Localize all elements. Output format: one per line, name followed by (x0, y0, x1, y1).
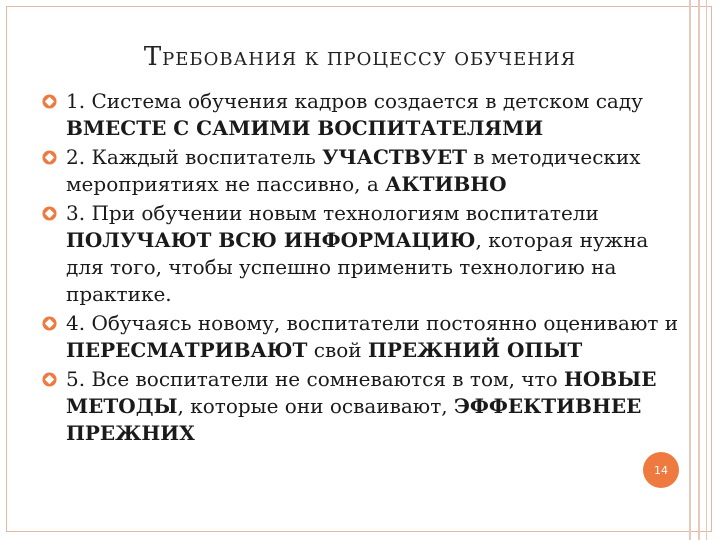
bullet-text: в методических мероприятиях не пассивно, а (66, 145, 641, 196)
bullet-emphasis: ПОЛУЧАЮТ ВСЮ ИНФОРМАЦИЮ (66, 228, 476, 252)
diamond-bullet-icon (42, 150, 57, 165)
diamond-bullet-icon (42, 94, 57, 109)
list-item (42, 366, 690, 447)
bullet-emphasis: ПРЕЖНИЙ ОПЫТ (367, 338, 583, 362)
bullet-text: , которая нужна для того, чтобы успешно применить технологию на практике. (66, 228, 649, 306)
slide-title (0, 42, 720, 72)
list-item (42, 88, 690, 142)
page-number: 14 (654, 463, 668, 477)
bullet-text: 3. При обучении новым технологиям воспитатели (66, 201, 599, 225)
bullet-text: 2. Каждый воспитатель (66, 145, 316, 169)
diamond-bullet-icon (42, 372, 57, 387)
diamond-bullet-icon (42, 316, 57, 331)
bullet-emphasis: АКТИВНО (385, 172, 507, 196)
title-word-2: К (304, 49, 320, 70)
title-word-3: ПРОЦЕССУ (326, 49, 447, 70)
bullet-text: , которые они осваивают, (177, 394, 448, 418)
list-item (42, 144, 690, 198)
list-item (42, 310, 690, 364)
decorative-rule (706, 0, 707, 540)
list-item (42, 200, 690, 308)
title-word-4: ОБУЧЕНИЯ (454, 49, 577, 70)
bullet-emphasis: ПЕРЕСМАТРИВАЮТ (66, 338, 308, 362)
bullet-text: 5. Все воспитатели не сомневаются в том, что (66, 367, 558, 391)
bullet-emphasis: УЧАСТВУЕТ (322, 145, 468, 169)
bullet-text: свой (313, 338, 362, 362)
bullet-text: 1. Система обучения кадров создается в детском саду (66, 89, 643, 113)
title-word-1: РЕБОВАНИЯ (162, 49, 298, 70)
title-initial: Т (143, 42, 163, 72)
requirements-list (42, 88, 690, 449)
diamond-bullet-icon (42, 206, 57, 221)
bullet-emphasis: НОВЫЕ МЕТОДЫ (66, 367, 657, 418)
bullet-text: 4. Обучаясь новому, воспитатели постоянно оценивают и (66, 311, 679, 335)
decorative-rule (698, 0, 700, 540)
bullet-emphasis: ВМЕСТЕ С САМИМИ ВОСПИТАТЕЛЯМИ (66, 116, 544, 140)
page-number-badge (643, 452, 679, 488)
bullet-emphasis: ЭФФЕКТИВНЕЕ ПРЕЖНИХ (66, 394, 642, 445)
